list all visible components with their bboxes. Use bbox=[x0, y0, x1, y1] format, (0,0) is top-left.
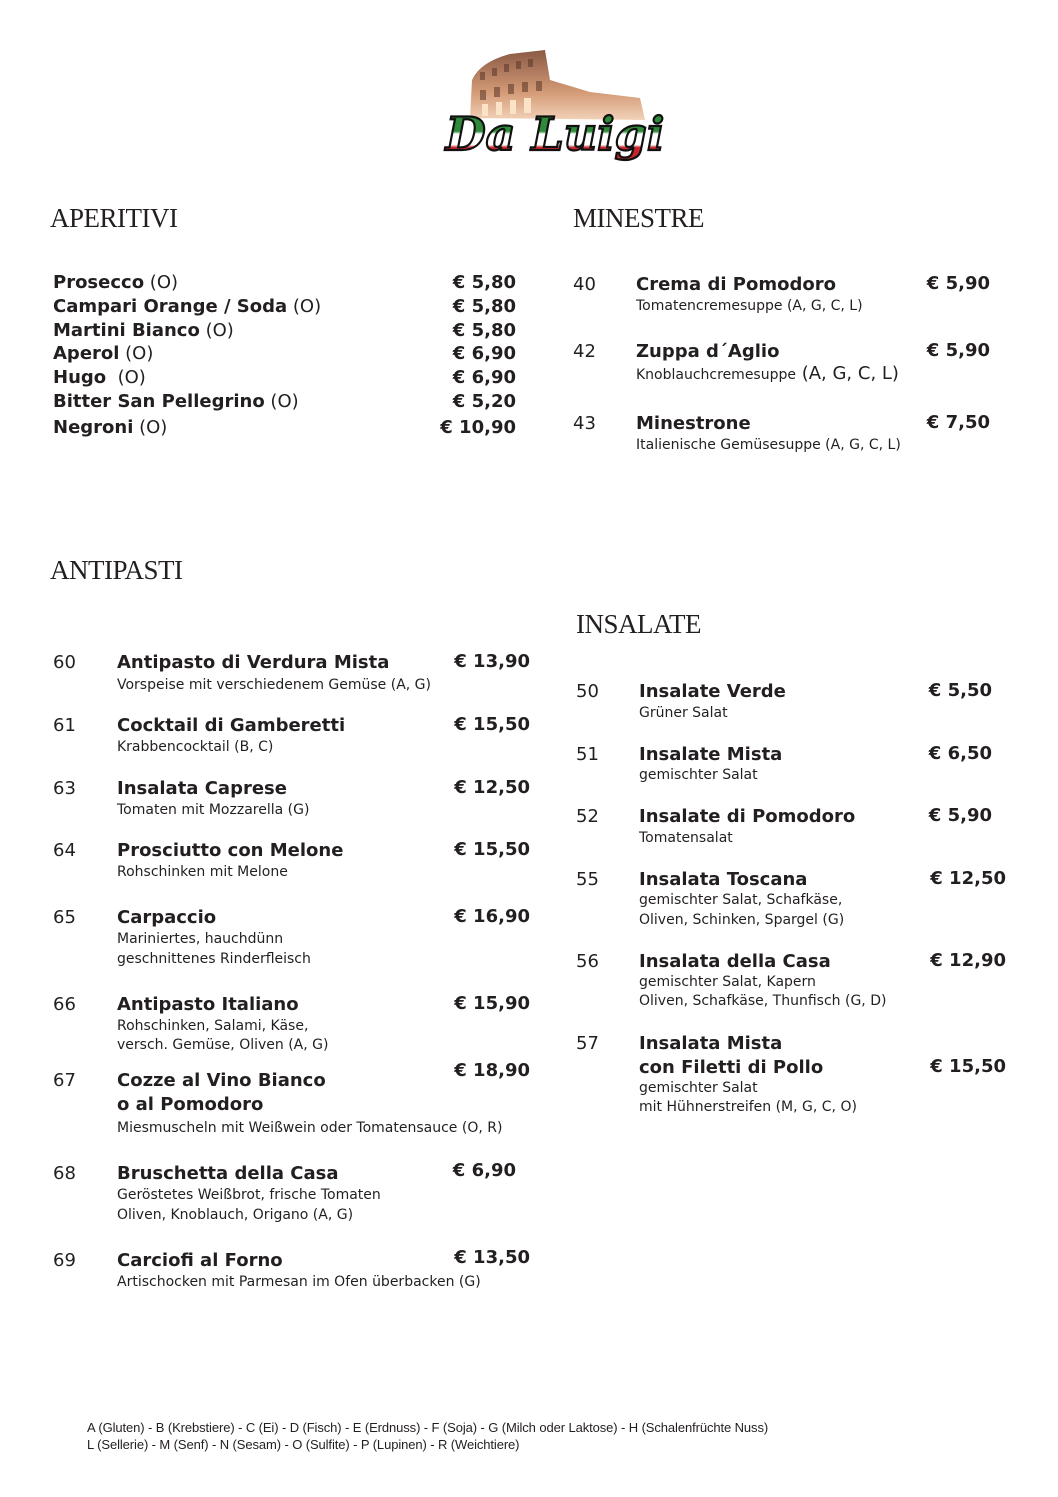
item-name: Insalata Caprese bbox=[117, 778, 287, 799]
list-item bbox=[53, 367, 516, 391]
item-description: gemischter Salat bbox=[639, 767, 758, 783]
list-item bbox=[53, 272, 516, 296]
list-item bbox=[53, 296, 516, 320]
item-description: geschnittenes Rinderfleisch bbox=[117, 951, 311, 967]
item-name: Bruschetta della Casa bbox=[117, 1163, 339, 1184]
item-number: 67 bbox=[53, 1070, 76, 1091]
item-price: € 6,50 bbox=[928, 743, 992, 764]
item-name: Bitter San Pellegrino bbox=[53, 391, 265, 412]
item-name: con Filetti di Pollo bbox=[639, 1057, 824, 1078]
item-price: € 15,90 bbox=[454, 993, 530, 1014]
item-name: Crema di Pomodoro bbox=[636, 274, 836, 295]
item-description: gemischter Salat, Schafkäse, bbox=[639, 892, 843, 908]
item-name: Minestrone bbox=[636, 413, 751, 434]
item-price: € 12,50 bbox=[930, 868, 1006, 889]
item-number: 43 bbox=[573, 413, 596, 434]
logo bbox=[440, 40, 670, 165]
item-tag: (O) bbox=[199, 320, 234, 341]
list-item bbox=[53, 391, 516, 415]
item-description: mit Hühnerstreifen (M, G, C, O) bbox=[639, 1099, 857, 1115]
item-tag: (O) bbox=[144, 272, 179, 293]
list-item bbox=[53, 417, 516, 441]
item-description: gemischter Salat, Kapern bbox=[639, 974, 816, 990]
item-tag: (O) bbox=[106, 367, 146, 388]
item-number: 51 bbox=[576, 744, 599, 765]
item-name: Carciofi al Forno bbox=[117, 1250, 283, 1271]
item-number: 52 bbox=[576, 806, 599, 827]
item-name: Aperol bbox=[53, 343, 120, 364]
brand-name-lettering: Da Luigi bbox=[445, 107, 665, 161]
item-name: Insalate Verde bbox=[639, 681, 786, 702]
item-price: € 6,90 bbox=[452, 367, 516, 388]
item-name: Insalate di Pomodoro bbox=[639, 806, 856, 827]
item-price: € 5,90 bbox=[928, 805, 992, 826]
item-name: Insalata Toscana bbox=[639, 869, 808, 890]
item-number: 60 bbox=[53, 652, 76, 673]
item-name: Zuppa d´Aglio bbox=[636, 341, 780, 362]
item-price: € 15,50 bbox=[454, 714, 530, 735]
item-price: € 5,80 bbox=[452, 320, 516, 341]
item-number: 57 bbox=[576, 1033, 599, 1054]
item-price: € 5,80 bbox=[452, 296, 516, 317]
item-price: € 7,50 bbox=[926, 412, 990, 433]
item-name: Insalate Mista bbox=[639, 744, 783, 765]
item-price: € 18,90 bbox=[454, 1060, 530, 1081]
item-name: Negroni bbox=[53, 417, 134, 438]
item-price: € 12,50 bbox=[454, 777, 530, 798]
item-number: 50 bbox=[576, 681, 599, 702]
item-number: 68 bbox=[53, 1163, 76, 1184]
item-price: € 5,80 bbox=[452, 272, 516, 293]
item-description: Mariniertes, hauchdünn bbox=[117, 931, 284, 947]
list-item bbox=[53, 343, 516, 367]
item-number: 63 bbox=[53, 778, 76, 799]
item-name: Hugo bbox=[53, 367, 107, 388]
item-name: Cozze al Vino Bianco bbox=[117, 1070, 326, 1091]
item-description: versch. Gemüse, Oliven (A, G) bbox=[117, 1037, 329, 1053]
item-price: € 10,90 bbox=[440, 417, 516, 438]
item-description: Italienische Gemüsesuppe (A, G, C, L) bbox=[636, 437, 901, 453]
allergen-legend-line-2: L (Sellerie) - M (Senf) - N (Sesam) - O (Sulfite) - P (Lupinen) - R (Weichtiere) bbox=[87, 1437, 520, 1452]
item-number: 56 bbox=[576, 951, 599, 972]
item-description: Rohschinken mit Melone bbox=[117, 864, 288, 880]
item-name: Martini Bianco bbox=[53, 320, 200, 341]
item-number: 40 bbox=[573, 274, 596, 295]
item-allergens: (A, G, C, L) bbox=[795, 363, 899, 384]
item-price: € 5,90 bbox=[926, 340, 990, 361]
colosseum-logo-image bbox=[440, 40, 670, 165]
item-name: Insalata Mista bbox=[639, 1033, 783, 1054]
item-price: € 5,50 bbox=[928, 680, 992, 701]
item-name: Insalata della Casa bbox=[639, 951, 831, 972]
item-description: Artischocken mit Parmesan im Ofen überbacken (G) bbox=[117, 1274, 481, 1290]
item-price: € 16,90 bbox=[454, 906, 530, 927]
item-price: € 13,50 bbox=[454, 1247, 530, 1268]
item-number: 55 bbox=[576, 869, 599, 890]
item-number: 64 bbox=[53, 840, 76, 861]
section-title-antipasti: ANTIPASTI bbox=[50, 555, 183, 585]
item-price: € 6,90 bbox=[452, 343, 516, 364]
item-price: € 5,20 bbox=[452, 391, 516, 412]
item-tag: (O) bbox=[133, 417, 168, 438]
section-title-insalate: INSALATE bbox=[576, 609, 701, 639]
item-description: Oliven, Schafkäse, Thunfisch (G, D) bbox=[639, 993, 887, 1009]
item-name: Carpaccio bbox=[117, 907, 217, 928]
item-name: Prosciutto con Melone bbox=[117, 840, 344, 861]
item-number: 42 bbox=[573, 341, 596, 362]
item-description-text: Knoblauchcremesuppe bbox=[636, 367, 796, 383]
item-description: Vorspeise mit verschiedenem Gemüse (A, G) bbox=[117, 677, 431, 693]
item-description: Krabbencocktail (B, C) bbox=[117, 739, 274, 755]
item-tag: (O) bbox=[264, 391, 299, 412]
item-description: Grüner Salat bbox=[639, 705, 728, 721]
item-description: Geröstetes Weißbrot, frische Tomaten bbox=[117, 1187, 381, 1203]
item-number: 69 bbox=[53, 1250, 76, 1271]
item-price: € 15,50 bbox=[454, 839, 530, 860]
section-title-aperitivi: APERITIVI bbox=[50, 203, 178, 233]
item-name: Cocktail di Gamberetti bbox=[117, 715, 346, 736]
item-price: € 13,90 bbox=[454, 651, 530, 672]
item-description: Tomatencremesuppe (A, G, C, L) bbox=[636, 298, 863, 314]
item-tag: (O) bbox=[287, 296, 322, 317]
item-name: Antipasto di Verdura Mista bbox=[117, 652, 390, 673]
item-description: Oliven, Schinken, Spargel (G) bbox=[639, 912, 845, 928]
item-name: Campari Orange / Soda bbox=[53, 296, 288, 317]
item-name: Prosecco bbox=[53, 272, 145, 293]
item-description bbox=[636, 364, 899, 385]
item-price: € 6,90 bbox=[452, 1160, 516, 1181]
item-price: € 5,90 bbox=[926, 273, 990, 294]
item-description: Tomaten mit Mozzarella (G) bbox=[117, 802, 310, 818]
section-title-minestre: MINESTRE bbox=[573, 203, 704, 233]
item-name: o al Pomodoro bbox=[117, 1094, 264, 1115]
item-tag: (O) bbox=[119, 343, 154, 364]
item-description: Tomatensalat bbox=[639, 830, 733, 846]
item-description: Rohschinken, Salami, Käse, bbox=[117, 1018, 309, 1034]
list-item bbox=[53, 320, 516, 344]
item-description: gemischter Salat bbox=[639, 1080, 758, 1096]
item-price: € 12,90 bbox=[930, 950, 1006, 971]
item-description: Oliven, Knoblauch, Origano (A, G) bbox=[117, 1207, 354, 1223]
item-number: 65 bbox=[53, 907, 76, 928]
item-number: 66 bbox=[53, 994, 76, 1015]
allergen-legend-line-1: A (Gluten) - B (Krebstiere) - C (Ei) - D (Fisch) - E (Erdnuss) - F (Soja) - G (Milch oder Laktose) - H (Schalenfrüchte Nuss) bbox=[87, 1420, 769, 1435]
item-price: € 15,50 bbox=[930, 1056, 1006, 1077]
item-description: Miesmuscheln mit Weißwein oder Tomatensauce (O, R) bbox=[117, 1120, 503, 1136]
item-name: Antipasto Italiano bbox=[117, 994, 299, 1015]
item-number: 61 bbox=[53, 715, 76, 736]
